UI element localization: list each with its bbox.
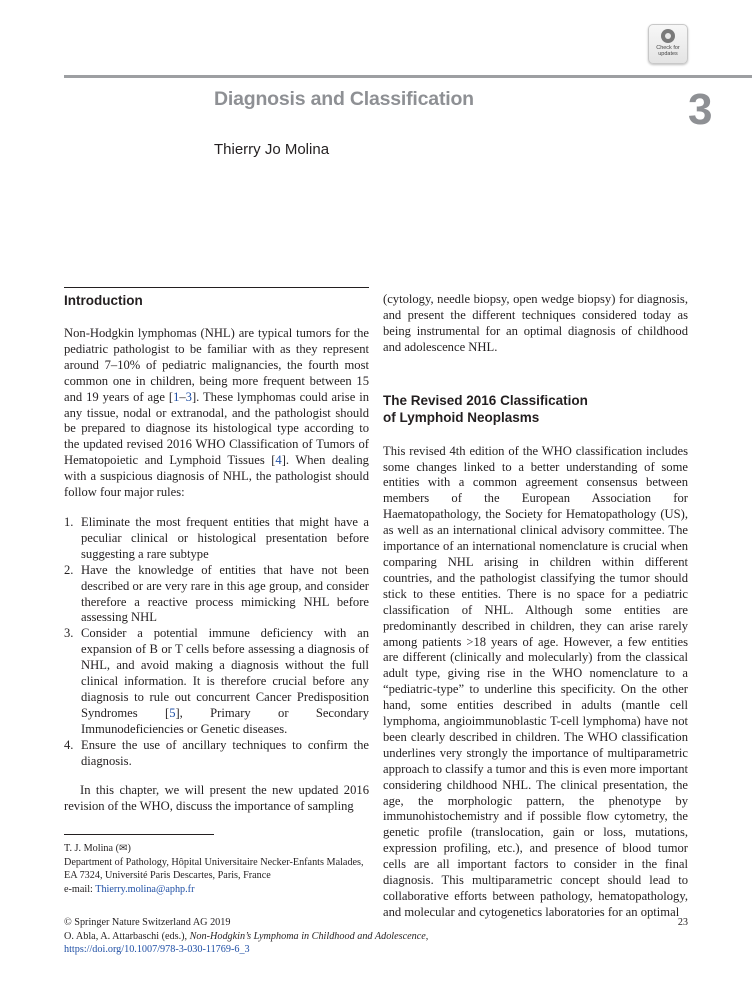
rule-text-a: Consider a potential immune deficiency with an expansion of B or T cells before assessing a diagnosis of NHL, and avoid making a diagnosis without the full clinical information. It is therefore crucial before any diagnosis to rule out concurrent Cancer Predisposition Syndromes [ bbox=[81, 626, 369, 720]
rule-item bbox=[64, 515, 369, 563]
editors-text: O. Abla, A. Attarbaschi (eds.), bbox=[64, 930, 190, 942]
author-footnote bbox=[64, 842, 369, 896]
rule-number: 4. bbox=[64, 737, 74, 752]
doi-link[interactable]: https://doi.org/10.1007/978-3-030-11769-6_3 bbox=[64, 944, 250, 956]
citation-line bbox=[64, 930, 688, 944]
intro-text-b: ]. These lymphomas could arise in any tissue, nodal or extranodal, and the pathologist should be prepared to diagnose its histological type according to the updated revised 2016 WHO Classification of Tumors of Hematopoietic and Lymphoid Tissues [ bbox=[64, 389, 369, 468]
footnote-email-line bbox=[64, 883, 369, 897]
introduction-heading: Introduction bbox=[64, 293, 143, 308]
page-footer bbox=[64, 916, 688, 957]
rule-number: 3. bbox=[64, 626, 74, 641]
rule-text: Ensure the use of ancillary techniques to confirm the diagnosis. bbox=[81, 737, 369, 768]
email-link[interactable]: Thierry.molina@aphp.fr bbox=[95, 883, 195, 895]
revised-classification-heading bbox=[383, 392, 688, 426]
rule-number: 2. bbox=[64, 562, 74, 577]
rule-text-b: ], Primary or Secondary Immunodeficiencies or Genetic diseases. bbox=[81, 705, 369, 736]
citation-dash: – bbox=[179, 389, 186, 404]
rule-item bbox=[64, 626, 369, 737]
rule-text: Have the knowledge of entities that have not been described or are very rare in this age group, and consider therefore a reactive process mimicking NHL before assessing NHL bbox=[81, 562, 369, 625]
left-column bbox=[64, 292, 369, 815]
chapter-title: Diagnosis and Classification bbox=[214, 88, 474, 110]
continued-paragraph: (cytology, needle biopsy, open wedge biopsy) for diagnosis, and present the different techniques considered today as being instrumental for an optimal diagnosis of childhood and adolescence NHL. bbox=[383, 292, 688, 354]
rule-text: Eliminate the most frequent entities that might have a peculiar clinical or histological presentation before suggesting a rare subtype bbox=[81, 514, 369, 561]
footnote-rule bbox=[64, 834, 214, 835]
badge-text bbox=[649, 45, 687, 57]
heading-line2: of Lymphoid Neoplasms bbox=[383, 409, 540, 425]
intro-paragraph-2: In this chapter, we will present the new updated 2016 revision of the WHO, discuss the importance of sampling bbox=[64, 783, 369, 814]
page-number: 23 bbox=[677, 917, 688, 928]
citation-link[interactable]: 3 bbox=[185, 389, 192, 404]
check-for-updates-badge[interactable] bbox=[648, 24, 688, 64]
chapter-top-rule bbox=[64, 75, 752, 78]
intro-text-c: ]. When dealing with a suspicious diagnosis of NHL, the pathologist should follow four major rules: bbox=[64, 453, 369, 500]
right-column bbox=[383, 292, 688, 921]
intro-paragraph bbox=[64, 326, 369, 501]
rule-item bbox=[64, 563, 369, 627]
citation-link[interactable]: 4 bbox=[275, 453, 282, 468]
citation-link[interactable]: 1 bbox=[173, 389, 180, 404]
classification-paragraph: This revised 4th edition of the WHO classification includes some changes linked to a better understanding of some entities with a common agreement consensus between members of the European Association for Haematopathology, the Society for Hematopathology (US), as well as an international clinical advisory committee. The importance of an international nomenclature is crucial when comparing NHL arising in children within different countries, and the pathologist classifying the tumor should stick to these entities. There is no space for a pediatric classification of NHL. Although some entities are predominantly described in children, they can arise rarely among patients >18 years of age. However, a few entities are different (clinically and molecularly) from the classical adult type, giving rise in the WHO nomenclature to a “pediatric-type” to underline this specificity. On the other hand, some entities described in adults (mantle cell lymphoma, angioimmunoblastic T-cell lymphoma) have not been clearly described in children. The WHO classification underlines very strongly the importance of multiparametric approach to classify a tumor and this is even more important considering childhood NHL. The clinical presentation, the age, the morphologic pattern, the phenotype by immunohistochemistry and if possible flow cytometry, the genetic profile (translocation, gain or loss, mutations, expression profiling, etc.), and presence of blood tumor cells are all important factors to consider in the final diagnosis. This multiparametric concept should lead to collaborative efforts between pathology, hematopathology, and molecular and cytogenetics laboratories for an optimal bbox=[383, 443, 688, 919]
footnote-affiliation: Department of Pathology, Hôpital Universitaire Necker-Enfants Malades, EA 7324, Université Paris Descartes, Paris, France bbox=[64, 856, 364, 882]
rule-item bbox=[64, 738, 369, 770]
rules-list bbox=[64, 515, 369, 770]
citation-comma: , bbox=[425, 930, 429, 942]
check-for-updates-icon bbox=[661, 29, 675, 43]
copyright-notice: © Springer Nature Switzerland AG 2019 bbox=[64, 917, 231, 928]
email-label: e-mail: bbox=[64, 883, 96, 895]
badge-line2: updates bbox=[658, 51, 678, 57]
section-rule bbox=[64, 287, 369, 288]
heading-line1: The Revised 2016 Classification bbox=[383, 392, 588, 408]
envelope-icon: (✉) bbox=[115, 843, 131, 854]
book-title: Non-Hodgkin’s Lymphoma in Childhood and Adolescence bbox=[189, 930, 426, 942]
rule-number: 1. bbox=[64, 514, 74, 529]
badge-line1: Check for bbox=[656, 45, 680, 51]
chapter-number: 3 bbox=[688, 85, 713, 134]
chapter-author: Thierry Jo Molina bbox=[214, 141, 330, 158]
intro-text-a: Non-Hodgkin lymphomas (NHL) are typical tumors for the pediatric pathologist to be familiar with as they represent around 7–10% of pediatric malignancies, the fourth most common one in children, being more frequent between 15 and 19 years of age [ bbox=[64, 326, 369, 404]
footnote-name: T. J. Molina bbox=[64, 843, 114, 854]
footnote-author bbox=[64, 842, 369, 856]
citation-link[interactable]: 5 bbox=[169, 705, 176, 720]
